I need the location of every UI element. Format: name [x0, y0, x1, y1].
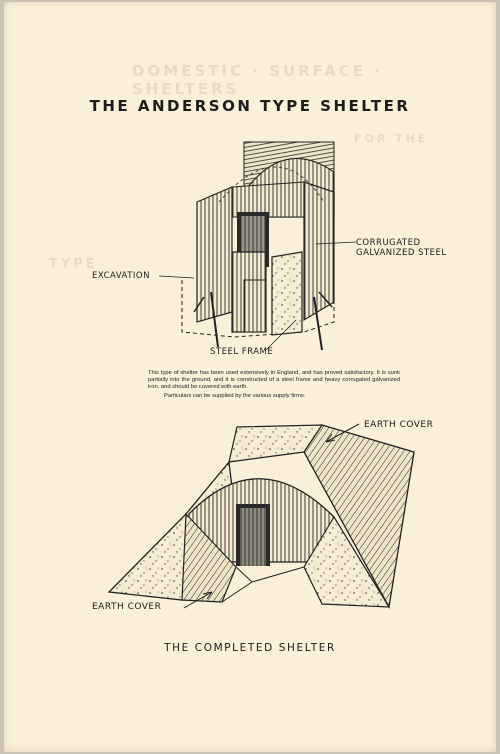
description-paragraph: This type of shelter has been used extensively in England, and has proved satisfactory. It is sunk partially into the ground, and it is constructed of a steel frame and heavy corrugated galvanized iron, and should be covered with earth.	[148, 370, 400, 390]
label-corrugated-line2: GALVANIZED STEEL	[356, 248, 447, 258]
show-through-text: DOMESTIC · SURFACE · SHELTERS	[132, 62, 383, 98]
document-page	[4, 2, 496, 752]
label-corrugated-line1: CORRUGATED	[356, 238, 421, 248]
label-excavation: EXCAVATION	[92, 271, 150, 281]
figure-caption: THE COMPLETED SHELTER	[164, 642, 336, 654]
anderson-shelter-drawing	[159, 142, 356, 350]
completed-shelter-drawing	[109, 424, 414, 608]
show-through-text: TYPE	[49, 257, 98, 272]
show-through-text: FOR THE	[354, 132, 429, 145]
label-steel-frame: STEEL FRAME	[210, 347, 274, 357]
label-earth-cover-bottom: EARTH COVER	[92, 602, 162, 612]
label-earth-cover-top: EARTH COVER	[364, 420, 434, 430]
supply-note: Particulars can be supplied by the various supply firms.	[164, 393, 306, 399]
page-title: THE ANDERSON TYPE SHELTER	[89, 97, 411, 115]
